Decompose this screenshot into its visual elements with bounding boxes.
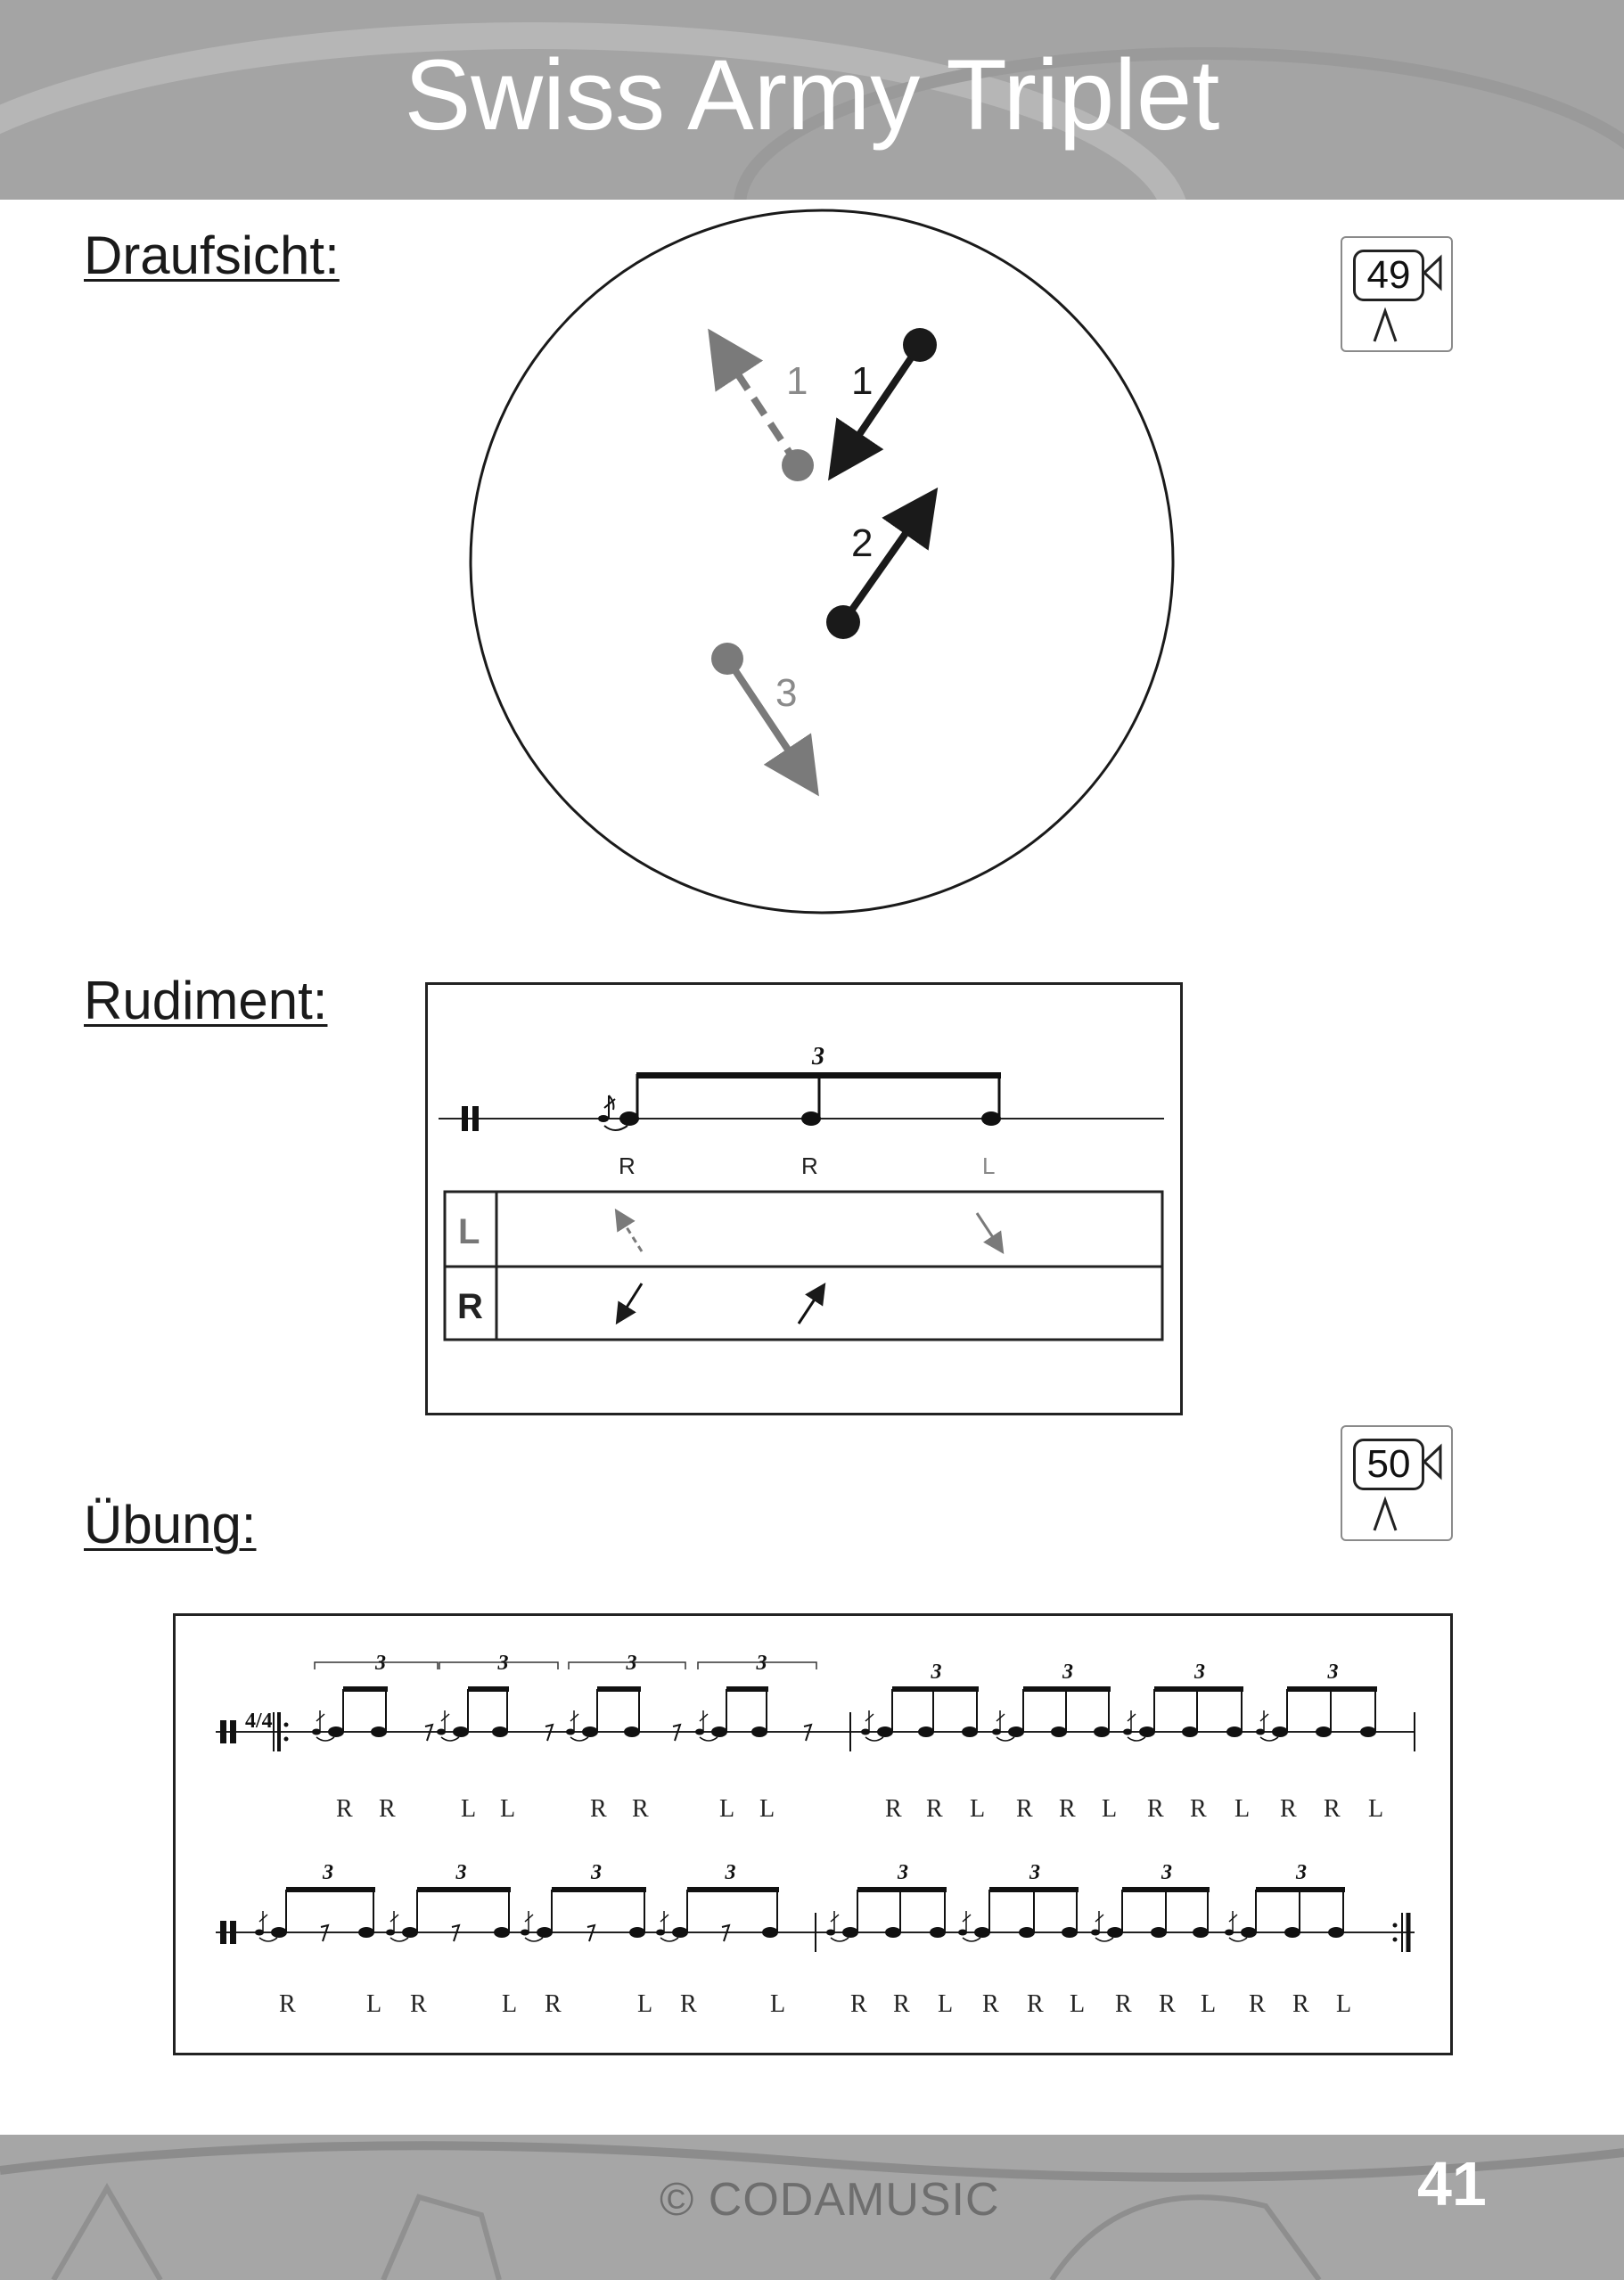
tuplet-number: 3 (1029, 1861, 1040, 1884)
sticking-l1: R (1059, 1795, 1076, 1823)
sticking-l2: L (1201, 1990, 1217, 2018)
drum-head-circle (471, 210, 1173, 913)
beam (1023, 1686, 1111, 1692)
note-head (751, 1726, 767, 1737)
sticking-l1: R (1280, 1795, 1297, 1823)
tuplet-number: 3 (1161, 1861, 1172, 1884)
stroke-label-2: 2 (851, 521, 874, 565)
percussion-clef-1 (220, 1720, 226, 1743)
beam (1122, 1887, 1210, 1892)
table-arrow-r-up (799, 1287, 823, 1324)
sticking-l1: R (1324, 1795, 1341, 1823)
sticking-l1: R (885, 1795, 902, 1823)
tuplet-number: 3 (1062, 1661, 1073, 1684)
note-head (328, 1726, 344, 1737)
sticking-l2: R (982, 1990, 999, 2018)
section-label-rudiment: Rudiment: (84, 971, 328, 1030)
sticking-l1: L (719, 1795, 735, 1823)
note-head (918, 1726, 934, 1737)
grace-slur (604, 1126, 627, 1130)
sticking-l1: R (1147, 1795, 1164, 1823)
stroke-label-1-left: 1 (786, 359, 808, 403)
percussion-clef-2 (220, 1921, 226, 1944)
note-head (1316, 1726, 1332, 1737)
sticking-l2: R (545, 1990, 562, 2018)
beam (636, 1072, 1001, 1078)
sticking-l2: R (279, 1990, 296, 2018)
stroke-1-right-start-dot (903, 328, 937, 362)
tuplet-number: 3 (1327, 1661, 1339, 1684)
exercise-notation (176, 1616, 1450, 2053)
tuplet-number: 3 (455, 1861, 467, 1884)
stroke-label-1-right: 1 (851, 359, 874, 403)
sticking-l2: R (410, 1990, 427, 2018)
video-number: 49 (1353, 250, 1424, 301)
hand-row-right: R (457, 1287, 483, 1326)
note-head (271, 1927, 287, 1938)
section-label-draufsicht: Draufsicht: (84, 226, 340, 285)
note-head (624, 1726, 640, 1737)
beam (1256, 1887, 1345, 1892)
percussion-clef (462, 1106, 468, 1131)
note-head (1182, 1726, 1198, 1737)
rudiment-panel (425, 982, 1183, 1415)
sticking-l2: R (1115, 1990, 1132, 2018)
tuplet-number: 3 (375, 1652, 386, 1675)
exercise-panel (173, 1613, 1453, 2055)
video-badge-50[interactable] (1341, 1425, 1453, 1541)
sticking-l1: R (1190, 1795, 1207, 1823)
table-arrow-l-up (618, 1213, 642, 1251)
sticking-l1: R (632, 1795, 649, 1823)
sticking-l1: R (590, 1795, 607, 1823)
sticking-l1: L (461, 1795, 477, 1823)
sticking-l1: L (1234, 1795, 1251, 1823)
beam (343, 1686, 388, 1692)
note-head (711, 1726, 727, 1737)
table-arrow-l-down (977, 1213, 1001, 1250)
tuplet-number: 3 (725, 1861, 736, 1884)
note-head (885, 1927, 901, 1938)
section-label-uebung: Übung: (84, 1495, 257, 1554)
sticking-l1: R (926, 1795, 943, 1823)
note-head (371, 1726, 387, 1737)
tuplet-number: 3 (1194, 1661, 1205, 1684)
beam (1154, 1686, 1243, 1692)
note-head (1094, 1726, 1110, 1737)
note-head (1151, 1927, 1167, 1938)
beam (417, 1887, 511, 1892)
sticking-l1: L (1102, 1795, 1118, 1823)
tuplet-number: 3 (497, 1652, 509, 1675)
beam (989, 1887, 1079, 1892)
sticking-3: L (982, 1152, 996, 1179)
beam (1287, 1686, 1377, 1692)
sticking-2: R (801, 1152, 818, 1179)
sticking-l1: L (1368, 1795, 1384, 1823)
tuplet-number: 3 (756, 1652, 767, 1675)
tuplet-number: 3 (323, 1861, 333, 1884)
page-number: 41 (1417, 2149, 1487, 2218)
note-head (1019, 1927, 1035, 1938)
rudiment-notation (428, 985, 1180, 1413)
note-head (1241, 1927, 1257, 1938)
note-head (1272, 1726, 1288, 1737)
stroke-label-3: 3 (775, 671, 798, 715)
sticking-l2: R (1159, 1990, 1176, 2018)
sticking-l1: L (500, 1795, 516, 1823)
sticking-l1: L (759, 1795, 775, 1823)
note-head (1328, 1927, 1344, 1938)
tuplet-number: 3 (626, 1652, 637, 1675)
sticking-l2: R (1249, 1990, 1266, 2018)
note-head (842, 1927, 858, 1938)
beam (468, 1686, 509, 1692)
note-head (629, 1927, 645, 1938)
note-head (930, 1927, 946, 1938)
note-head (1360, 1726, 1376, 1737)
note-head (762, 1927, 778, 1938)
beam (687, 1887, 779, 1892)
stroke-3-left-arrow (727, 659, 811, 784)
sticking-l2: L (938, 1990, 954, 2018)
note-head (672, 1927, 688, 1938)
note-head (402, 1927, 418, 1938)
sticking-l2: R (1292, 1990, 1309, 2018)
beam (597, 1686, 641, 1692)
hand-row-left: L (458, 1212, 480, 1251)
stroke-1-left-start-dot (782, 449, 814, 481)
beam (857, 1887, 947, 1892)
note-head (1284, 1927, 1300, 1938)
sticking-1: R (619, 1152, 636, 1179)
note-head (1139, 1726, 1155, 1737)
sticking-l2: R (1027, 1990, 1044, 2018)
tuplet-number: 3 (591, 1861, 602, 1884)
tuplet-number: 3 (812, 1043, 824, 1070)
beam (726, 1686, 768, 1692)
note-head (1051, 1726, 1067, 1737)
note-head (1062, 1927, 1078, 1938)
sticking-l2: L (770, 1990, 786, 2018)
note-head (582, 1726, 598, 1737)
tuplet-number: 3 (931, 1661, 942, 1684)
video-number: 50 (1353, 1439, 1424, 1490)
note-head (537, 1927, 553, 1938)
sticking-l2: R (680, 1990, 697, 2018)
note-head (1193, 1927, 1209, 1938)
sticking-l1: R (379, 1795, 396, 1823)
note-head (494, 1927, 510, 1938)
sticking-l2: L (637, 1990, 653, 2018)
note-head (962, 1726, 978, 1737)
page-title: Swiss Army Triplet (404, 39, 1220, 151)
video-camera-icon (1342, 1427, 1451, 1539)
note-head (974, 1927, 990, 1938)
sticking-l2: L (1070, 1990, 1086, 2018)
sticking-l2: L (502, 1990, 518, 2018)
note-head (1226, 1726, 1243, 1737)
sticking-l2: R (893, 1990, 910, 2018)
note-head (453, 1726, 469, 1737)
sticking-l1: L (970, 1795, 986, 1823)
sticking-l2: L (366, 1990, 382, 2018)
sticking-l1: R (1016, 1795, 1033, 1823)
table-arrow-r-down (619, 1284, 642, 1320)
sticking-l1: R (336, 1795, 353, 1823)
tuplet-number: 3 (898, 1861, 908, 1884)
beam (892, 1686, 979, 1692)
grace-note (598, 1115, 609, 1122)
sticking-l2: R (850, 1990, 867, 2018)
note-head (877, 1726, 893, 1737)
time-signature: 4/4 (245, 1710, 273, 1733)
stroke-2-right-start-dot (826, 605, 860, 639)
drum-top-view-diagram (0, 0, 1624, 927)
sticking-l2: L (1336, 1990, 1352, 2018)
note-head (1107, 1927, 1123, 1938)
beam (552, 1887, 646, 1892)
tuplet-number: 3 (1296, 1861, 1307, 1884)
stroke-3-left-start-dot (711, 643, 743, 675)
copyright-notice: © CODAMUSIC (660, 2174, 1000, 2226)
note-head (492, 1726, 508, 1737)
stroke-1-right-arrow (836, 345, 920, 469)
note-head (358, 1927, 374, 1938)
beam (286, 1887, 375, 1892)
note-head (1008, 1726, 1024, 1737)
